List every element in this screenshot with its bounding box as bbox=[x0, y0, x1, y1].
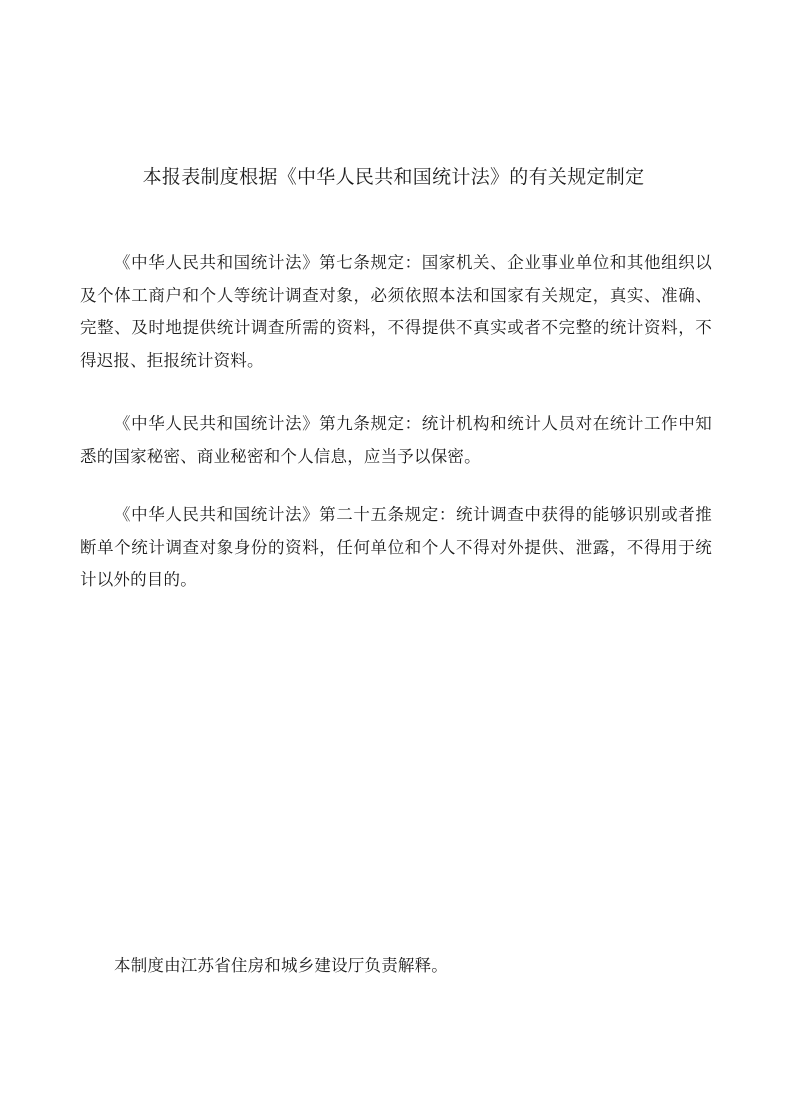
page-title: 本报表制度根据《中华人民共和国统计法》的有关规定制定 bbox=[142, 166, 645, 188]
paragraph-article-7: 《中华人民共和国统计法》第七条规定：国家机关、企业事业单位和其他组织以及个体工商户和个人等统计调查对象，必须依照本法和国家有关规定，真实、准确、完整、及时地提供统计调查所需的资料，不得提供不真实或者不完整的统计资料，不得迟报、拒报统计资料。 bbox=[80, 253, 712, 370]
paragraph-article-9: 《中华人民共和国统计法》第九条规定：统计机构和统计人员对在统计工作中知悉的国家秘密、商业秘密和个人信息，应当予以保密。 bbox=[80, 414, 712, 466]
paragraph-article-25: 《中华人民共和国统计法》第二十五条规定：统计调查中获得的能够识别或者推断单个统计调查对象身份的资料，任何单位和个人不得对外提供、泄露，不得用于统计以外的目的。 bbox=[80, 505, 712, 589]
footer-note: 本制度由江苏省住房和城乡建设厅负责解释。 bbox=[114, 956, 448, 975]
